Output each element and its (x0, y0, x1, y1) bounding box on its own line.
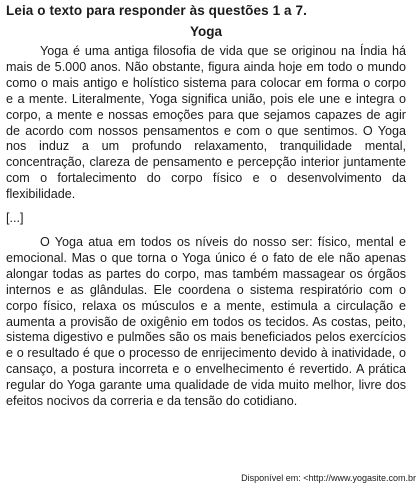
document-page (6, 2, 406, 410)
text-title: Yoga (189, 24, 222, 39)
paragraph-1: Yoga é uma antiga filosofia de vida que se originou na Índia há mais de 5.000 anos. Não obstante, figura ainda hoje em todo o mundo como o mais antigo e holístico sistema para colocar em forma o corpo e a mente. Literalmente, Yoga significa união, pois ele une e integra o corpo, a mente e nossas emoções para que sejamos capazes de agir de acordo com nossos pensamentos e com o que sentimos. O Yoga nos induz a um profundo relaxamento, tranquilidade mental, concentração, clareza de pensamento e percepção interior juntamente com o fortalecimento do corpo físico e o desenvolvimento da flexibilidade. (6, 44, 406, 202)
paragraph-2: O Yoga atua em todos os níveis do nosso ser: físico, mental e emocional. Mas o que torna o Yoga único é o fato de ele não apenas alongar todas as partes do corpo, mas também massagear os órgãos internos e as glândulas. Ele coordena o sistema respiratório com o corpo físico, relaxa os músculos e a mente, estimula a circulação e aumenta a provisão de oxigênio em todos os tecidos. As costas, peito, sistema digestivo e pulmões são os mais beneficiados pelos exercícios e o resultado é que o processo de enrijecimento devido à inatividade, o cansaço, a postura incorreta e o envelhecimento é revertido. A prática regular do Yoga garante uma qualidade de vida muito melhor, livre dos efeitos nocivos da correria e da tensão do cotidiano. (6, 234, 406, 409)
instructions-heading: Leia o texto para responder às questões 1 a 7. (6, 3, 307, 18)
omission-marker: [...] (6, 211, 24, 226)
source-citation: Disponível em: <http://www.yogasite.com.br (241, 473, 416, 483)
